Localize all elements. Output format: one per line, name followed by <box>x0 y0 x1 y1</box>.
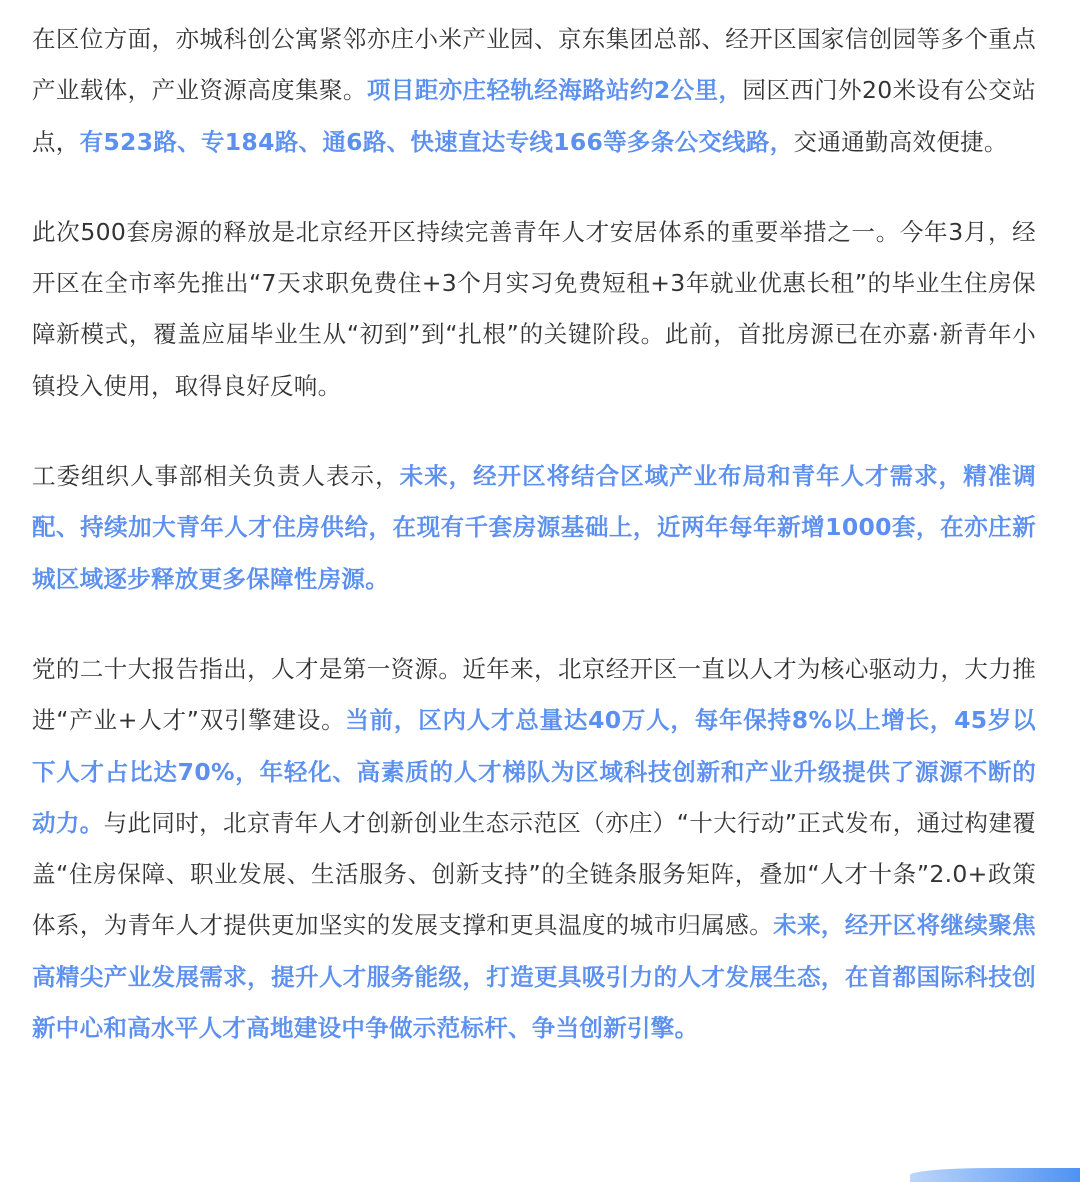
bottom-decoration-bar <box>910 1168 1080 1182</box>
article-body <box>32 14 1036 1054</box>
text-segment: 与此同时，北京青年人才创新创业生态示范区（亦庄）“十大行动”正式发布，通过构建覆盖“住房保障、职业发展、生活服务、创新支持”的全链条服务矩阵，叠加“人才十条”2.0+政策体系，为青年人才提供更加坚实的发展支撑和更具温度的城市归属感。 <box>32 808 1036 940</box>
text-segment: 园区西门外20米设有公交站点， <box>32 76 1037 156</box>
highlighted-text-segment: 有523路、专184路、通6路、快速直达专线166等多条公交线路， <box>79 127 794 156</box>
highlighted-text-segment: 未来，经开区将继续聚焦高精尖产业发展需求，提升人才服务能级，打造更具吸引力的人才发展生态，在首都国际科技创新中心和高水平人才高地建设中争做示范标杆、争当创新引擎。 <box>32 911 1036 1043</box>
text-segment: 工委组织人事部相关负责人表示， <box>32 462 400 491</box>
highlighted-text-segment: 项目距亦庄轻轨经海路站约2公里， <box>366 76 743 105</box>
text-segment: 交通通勤高效便捷。 <box>793 127 1008 156</box>
paragraph-official-statement <box>32 451 1036 605</box>
highlighted-text-segment: 当前，区内人才总量达40万人，每年保持8%以上增长，45岁以下人才占比达70%，年轻化、高素质的人才梯队为区域科技创新和产业升级提供了源源不断的动力。 <box>32 706 1036 837</box>
highlighted-text-segment: 未来，经开区将结合区域产业布局和青年人才需求，精准调配、持续加大青年人才住房供给，在现有千套房源基础上，近两年每年新增1000套，在亦庄新城区域逐步释放更多保障性房源。 <box>32 462 1036 593</box>
paragraph-talent-strategy <box>32 644 1036 1054</box>
text-segment: 党的二十大报告指出，人才是第一资源。近年来，北京经开区一直以人才为核心驱动力，大力推进“产业+人才”双引擎建设。 <box>32 654 1036 735</box>
paragraph-housing-release <box>32 207 1036 412</box>
paragraph-location <box>32 14 1036 168</box>
text-segment: 此次500套房源的释放是北京经开区持续完善青年人才安居体系的重要举措之一。今年3月，经开区在全市率先推出“7天求职免费住+3个月实习免费短租+3年就业优惠长租”的毕业生住房保障新模式，覆盖应届毕业生从“初到”到“扎根”的关键阶段。此前，首批房源已在亦嘉·新青年小镇投入使用，取得良好反响。 <box>32 217 1036 400</box>
text-segment: 在区位方面，亦城科创公寓紧邻亦庄小米产业园、京东集团总部、经开区国家信创园等多个重点产业载体，产业资源高度集聚。 <box>32 25 1036 105</box>
